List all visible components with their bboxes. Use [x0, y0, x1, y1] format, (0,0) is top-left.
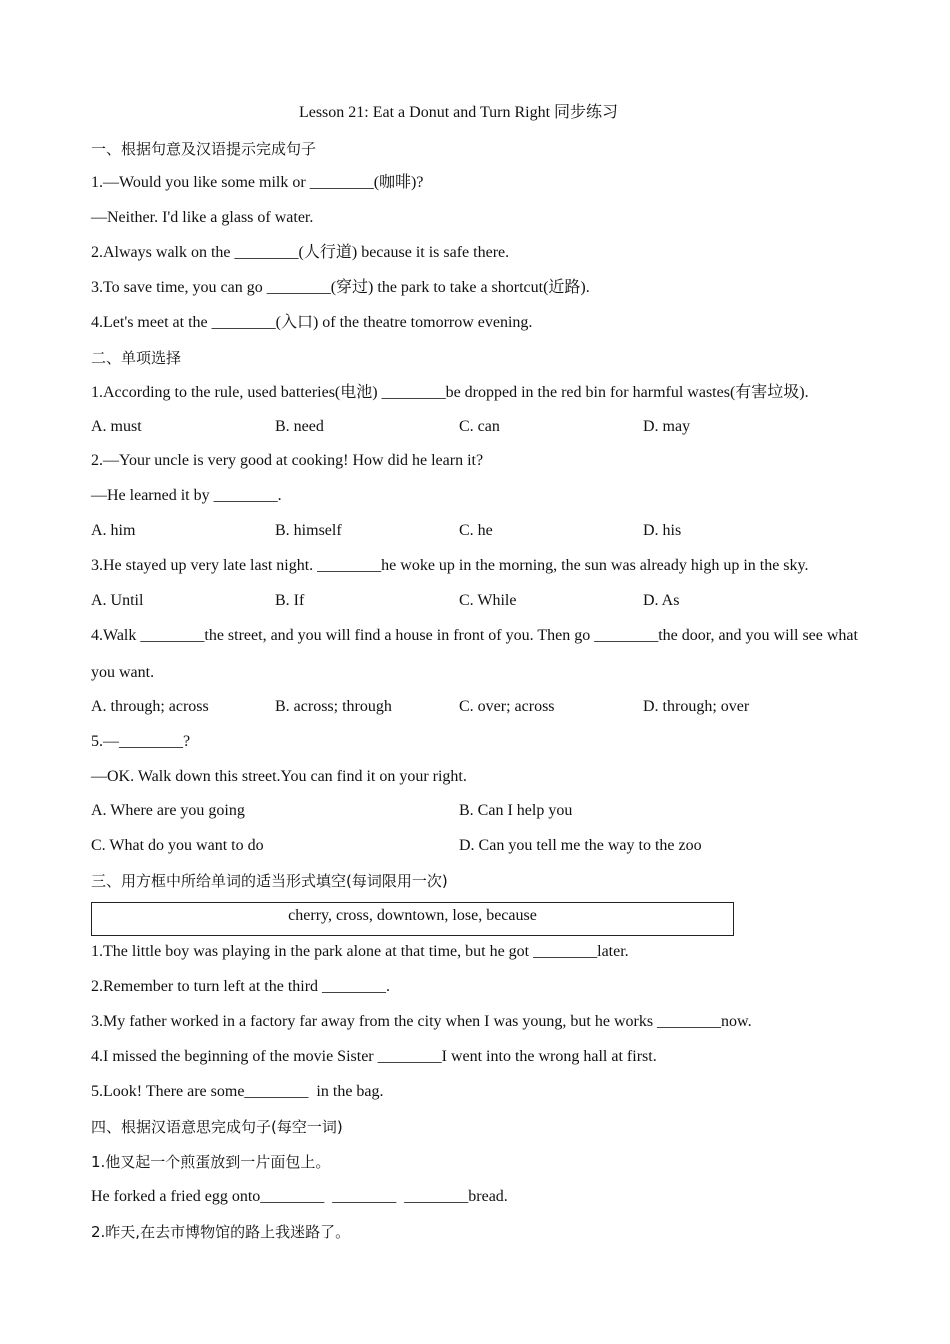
q1-stem: 1.According to the rule, used batteries(电池) ________be dropped in the red bin for harmful wastes(有害垃圾).	[91, 384, 809, 401]
q5-option-d: D. Can you tell me the way to the zoo	[459, 837, 702, 854]
q2-stem-reply: —He learned it by ________.	[91, 487, 282, 504]
section4-item-2-chinese: 2.昨天,在去市博物馆的路上我迷路了。	[91, 1223, 351, 1241]
q2-option-b: B. himself	[275, 522, 342, 539]
section4-item-1-chinese: 1.他叉起一个煎蛋放到一片面包上。	[91, 1153, 331, 1171]
q1-option-b: B. need	[275, 418, 324, 435]
q4-option-b: B. across; through	[275, 698, 392, 715]
q4-option-c: C. over; across	[459, 698, 555, 715]
q1-option-c: C. can	[459, 418, 500, 435]
q3-option-a: A. Until	[91, 592, 144, 609]
q3-option-c: C. While	[459, 592, 517, 609]
q2-stem: 2.—Your uncle is very good at cooking! How did he learn it?	[91, 452, 484, 469]
section3-item-2: 2.Remember to turn left at the third ________.	[91, 978, 391, 995]
q4-stem: 4.Walk ________the street, and you will find a house in front of you. Then go ________the door, and you will see what you want.	[91, 627, 858, 681]
section1-item-4: 4.Let's meet at the ________(入口) of the theatre tomorrow evening.	[91, 314, 533, 331]
section3-item-1: 1.The little boy was playing in the park alone at that time, but he got ________later.	[91, 943, 629, 960]
q4-option-a: A. through; across	[91, 698, 209, 715]
section4-item-1-english: He forked a fried egg onto________ ________ ________bread.	[91, 1188, 508, 1205]
section1-item-2: 2.Always walk on the ________(人行道) because it is safe there.	[91, 244, 510, 261]
q2-option-d: D. his	[643, 522, 682, 539]
section1-heading: 一、根据句意及汉语提示完成句子	[91, 140, 317, 158]
q5-option-a: A. Where are you going	[91, 802, 245, 819]
q2-option-a: A. him	[91, 522, 136, 539]
section1-item-1-answer: —Neither. I'd like a glass of water.	[91, 209, 314, 226]
q3-option-d: D. As	[643, 592, 680, 609]
q5-stem: 5.—________?	[91, 733, 191, 750]
q3-option-b: B. If	[275, 592, 305, 609]
section4-heading: 四、根据汉语意思完成句子(每空一词)	[91, 1118, 343, 1136]
q5-stem-reply: —OK. Walk down this street.You can find it on your right.	[91, 768, 467, 785]
section2-heading: 二、单项选择	[91, 349, 182, 367]
q1-option-d: D. may	[643, 418, 691, 435]
q3-stem: 3.He stayed up very late last night. ________he woke up in the morning, the sun was already high up in the sky.	[91, 557, 809, 574]
section1-item-3: 3.To save time, you can go ________(穿过) the park to take a shortcut(近路).	[91, 279, 590, 296]
page-title: Lesson 21: Eat a Donut and Turn Right 同步练习	[298, 104, 619, 121]
section3-item-4: 4.I missed the beginning of the movie Sister ________I went into the wrong hall at first.	[91, 1048, 657, 1065]
word-box: cherry, cross, downtown, lose, because	[91, 902, 734, 936]
q1-option-a: A. must	[91, 418, 142, 435]
q5-option-c: C. What do you want to do	[91, 837, 264, 854]
q5-option-b: B. Can I help you	[459, 802, 573, 819]
q4-option-d: D. through; over	[643, 698, 750, 715]
q2-option-c: C. he	[459, 522, 493, 539]
section3-item-3: 3.My father worked in a factory far away from the city when I was young, but he works ________now.	[91, 1013, 752, 1030]
section3-heading: 三、用方框中所给单词的适当形式填空(每词限用一次)	[91, 872, 448, 890]
section1-item-1: 1.—Would you like some milk or ________(咖啡)?	[91, 174, 424, 191]
section3-item-5: 5.Look! There are some________ in the bag.	[91, 1083, 384, 1100]
